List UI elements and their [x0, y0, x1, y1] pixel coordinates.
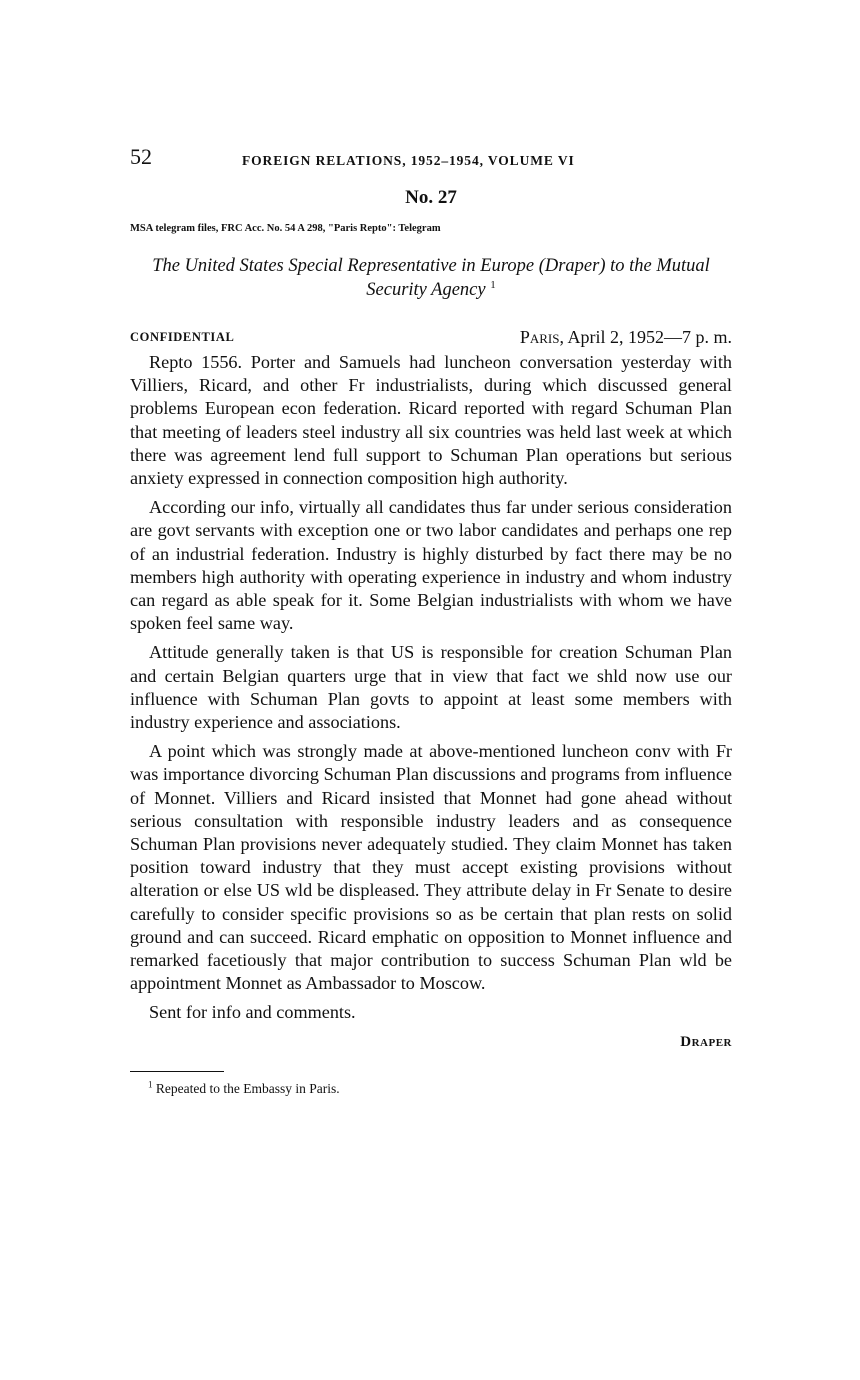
footnote-1 [130, 1080, 732, 1098]
running-head [130, 140, 732, 170]
document-heading [130, 254, 732, 302]
heading-text: The United States Special Representative in Europe (Draper) to the Mutual Security Agency [152, 256, 710, 300]
paragraph-3: Attitude generally taken is that US is responsible for creation Schuman Plan and certain Belgian quarters urge that in view that fact we shld now use our influence with Schuman Plan govts to appoint at least some members with industry experience and associations. [130, 642, 732, 733]
source-note: MSA telegram files, FRC Acc. No. 54 A 298, "Paris Repto": Telegram [130, 223, 441, 234]
footnote-text: Repeated to the Embassy in Paris. [155, 1080, 340, 1096]
document-number: No. 27 [405, 187, 457, 208]
classification-label: CONFIDENTIAL [130, 330, 235, 344]
paragraph-4: A point which was strongly made at above-mentioned luncheon conv with Fr was importance divorcing Schuman Plan discussions and programs from influence of Monnet. Villiers and Ricard insisted that Monnet had gone ahead without serious consultation with responsible industry leaders and as consequence Schuman Plan provisions never adequately studied. They claim Monnet has taken position toward industry that they must accept existing provisions without alteration or else US wld be displeased. They attribute delay in Fr Senate to desire carefully to consider specific provisions so as be certain that plan rests on solid ground and can succeed. Ricard emphatic on opposition to Monnet influence and remarked facetiously that major contribution to success Schuman Plan wld be appointment Monnet as Ambassador to Moscow. [130, 741, 732, 994]
paragraph-2: According our info, virtually all candidates thus far under serious consideration are govt servants with exception one or two labor candidates and perhaps one rep of an industrial federation. Industry is highly disturbed by fact there may be no members high authority with operating experience in industry and whom industry can regard as able speak for it. Some Belgian industrialists with whom we have spoken feel same way. [130, 497, 732, 634]
heading-footnote-marker: 1 [490, 278, 496, 291]
footnote-marker: 1 [148, 1079, 153, 1090]
paragraph-5: Sent for info and comments. [149, 1002, 356, 1023]
telegram-body [130, 351, 732, 1025]
series-title: FOREIGN RELATIONS, 1952–1954, VOLUME VI [242, 153, 575, 168]
document-page [130, 140, 732, 1098]
paragraph-1: Repto 1556. Porter and Samuels had luncheon conversation yesterday with Villiers, Ricard, and other Fr industrialists, during which discussed general problems European econ federation. Ricard reported with regard Schuman Plan that meeting of leaders steel industry all six countries was held last week at which there was agreement lend full support to Schuman Plan operations but serious anxiety expressed in connection composition high authority. [130, 352, 732, 489]
footnote-divider [130, 1071, 224, 1072]
dateline-place: Paris, [519, 327, 564, 347]
signature: Draper [680, 1033, 732, 1050]
classification-dateline-row [130, 326, 732, 350]
dateline [520, 326, 732, 348]
page-number: 52 [130, 144, 152, 169]
dateline-date: April 2, 1952—7 p. m. [567, 327, 732, 347]
